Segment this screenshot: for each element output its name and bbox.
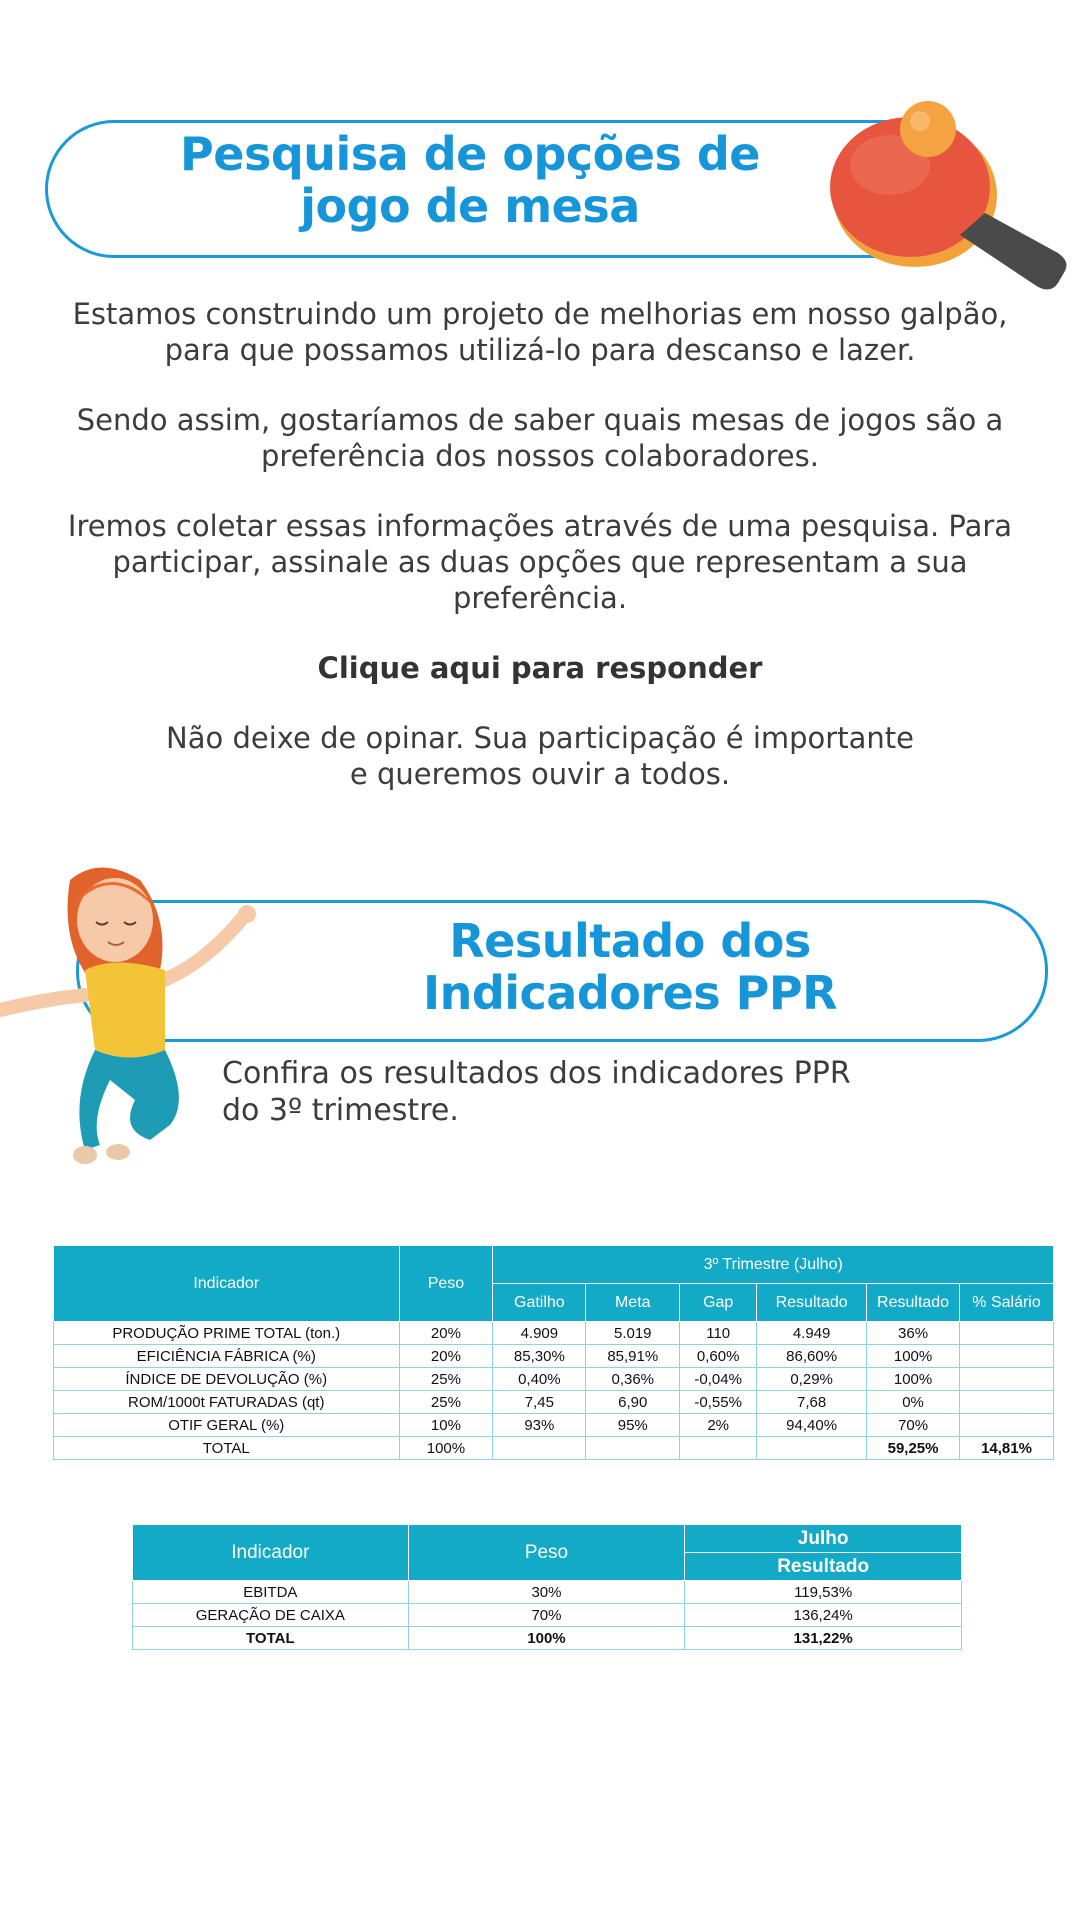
col-subheader: Gatilho: [493, 1284, 586, 1322]
table-cell: 36%: [867, 1322, 960, 1345]
table-cell: 0,36%: [586, 1368, 680, 1391]
table-cell: [757, 1437, 867, 1460]
col-header-trimestre: 3º Trimestre (Julho): [493, 1246, 1054, 1284]
table-cell: 20%: [399, 1322, 493, 1345]
table-cell: 85,91%: [586, 1345, 680, 1368]
table-row: [133, 1627, 962, 1650]
table-cell: 86,60%: [757, 1345, 867, 1368]
col-subheader: Gap: [680, 1284, 757, 1322]
table-cell: 131,22%: [685, 1627, 962, 1650]
table-row: [54, 1437, 1054, 1460]
table-cell: 100%: [867, 1368, 960, 1391]
table-cell: ÍNDICE DE DEVOLUÇÃO (%): [54, 1368, 400, 1391]
table-cell: OTIF GERAL (%): [54, 1414, 400, 1437]
table-cell: 110: [680, 1322, 757, 1345]
table-cell: 10%: [399, 1414, 493, 1437]
table-cell: 93%: [493, 1414, 586, 1437]
table-cell: 6,90: [586, 1391, 680, 1414]
table-cell: 20%: [399, 1345, 493, 1368]
table-cell: 25%: [399, 1391, 493, 1414]
table-cell: [960, 1322, 1054, 1345]
ppr-title: Resultado dos Indicadores PPR: [422, 914, 838, 1020]
ping-pong-paddle-icon: [820, 95, 1070, 305]
table-row: [133, 1581, 962, 1604]
col-subheader: Meta: [586, 1284, 680, 1322]
table-cell: -0,04%: [680, 1368, 757, 1391]
table-cell: 59,25%: [867, 1437, 960, 1460]
table-cell: GERAÇÃO DE CAIXA: [133, 1604, 409, 1627]
table-cell: PRODUÇÃO PRIME TOTAL (ton.): [54, 1322, 400, 1345]
table-cell: 70%: [408, 1604, 685, 1627]
table-cell: TOTAL: [133, 1627, 409, 1650]
financial-indicators-table: [132, 1524, 962, 1650]
survey-instructions: Iremos coletar essas informações através de uma pesquisa. Para participar, assinale as duas opções que representam a sua preferência.: [67, 509, 1013, 615]
intro-paragraph: Estamos construindo um projeto de melhorias em nosso galpão, para que possamos utilizá-lo para descanso e lazer.: [72, 297, 1008, 367]
col-subheader: Resultado: [867, 1284, 960, 1322]
col-subheader: Resultado: [757, 1284, 867, 1322]
table-cell: 0,40%: [493, 1368, 586, 1391]
col-header-indicador: Indicador: [54, 1246, 400, 1322]
table-cell: 7,45: [493, 1391, 586, 1414]
col-header-resultado: Resultado: [685, 1553, 962, 1581]
table-cell: 25%: [399, 1368, 493, 1391]
table-cell: [960, 1414, 1054, 1437]
table-cell: 100%: [867, 1345, 960, 1368]
table-cell: 7,68: [757, 1391, 867, 1414]
table-cell: [493, 1437, 586, 1460]
table-cell: TOTAL: [54, 1437, 400, 1460]
table-cell: EBITDA: [133, 1581, 409, 1604]
preference-paragraph: Sendo assim, gostaríamos de saber quais mesas de jogos são a preferência dos nossos colaboradores.: [76, 403, 1004, 473]
table-cell: EFICIÊNCIA FÁBRICA (%): [54, 1345, 400, 1368]
table-cell: 94,40%: [757, 1414, 867, 1437]
table-cell: 100%: [399, 1437, 493, 1460]
col-header-peso: Peso: [399, 1246, 493, 1322]
jumping-girl-illustration: [0, 860, 260, 1170]
table-row: [54, 1368, 1054, 1391]
table-cell: 2%: [680, 1414, 757, 1437]
table-cell: 119,53%: [685, 1581, 962, 1604]
table-row: [54, 1322, 1054, 1345]
ppr-indicators-table: [53, 1245, 1054, 1460]
table-cell: 100%: [408, 1627, 685, 1650]
table-row: [54, 1391, 1054, 1414]
col-header-indicador: Indicador: [133, 1525, 409, 1581]
table-cell: [960, 1345, 1054, 1368]
table-cell: [960, 1368, 1054, 1391]
closing-paragraph: Não deixe de opinar. Sua participação é importante e queremos ouvir a todos.: [166, 721, 914, 791]
table-row: [54, 1345, 1054, 1368]
table-cell: 85,30%: [493, 1345, 586, 1368]
table-cell: 0,29%: [757, 1368, 867, 1391]
table-cell: 4.949: [757, 1322, 867, 1345]
table-cell: [586, 1437, 680, 1460]
table-cell: ROM/1000t FATURADAS (qt): [54, 1391, 400, 1414]
table-cell: 70%: [867, 1414, 960, 1437]
table-cell: -0,55%: [680, 1391, 757, 1414]
col-header-peso: Peso: [408, 1525, 685, 1581]
table-row: [54, 1414, 1054, 1437]
table-cell: 0%: [867, 1391, 960, 1414]
col-header-julho: Julho: [685, 1525, 962, 1553]
table-cell: [960, 1391, 1054, 1414]
table-row: [133, 1604, 962, 1627]
table-cell: 14,81%: [960, 1437, 1054, 1460]
table-cell: 30%: [408, 1581, 685, 1604]
survey-title: Pesquisa de opções de jogo de mesa: [180, 127, 760, 233]
col-subheader: % Salário: [960, 1284, 1054, 1322]
table-cell: 5.019: [586, 1322, 680, 1345]
table-cell: 0,60%: [680, 1345, 757, 1368]
table-cell: 136,24%: [685, 1604, 962, 1627]
ppr-subtitle: Confira os resultados dos indicadores PPR do 3º trimestre.: [222, 1056, 851, 1128]
table-cell: [680, 1437, 757, 1460]
respond-link[interactable]: Clique aqui para responder: [317, 651, 763, 685]
table-cell: 95%: [586, 1414, 680, 1437]
table-cell: 4.909: [493, 1322, 586, 1345]
